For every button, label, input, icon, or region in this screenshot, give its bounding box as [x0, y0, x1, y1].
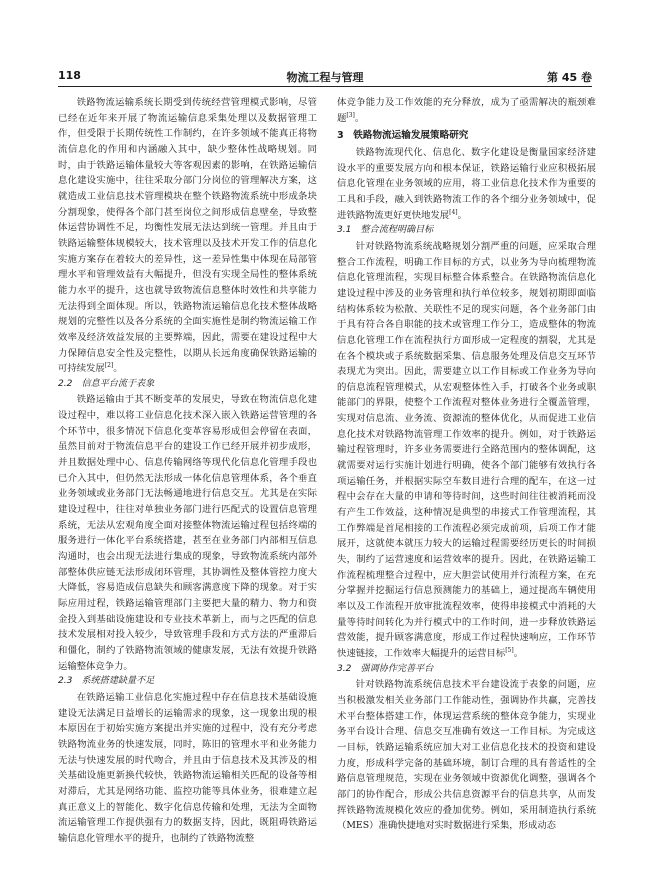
paragraph — [337, 239, 596, 662]
volume-label: 第 45 卷 — [547, 71, 592, 84]
paragraph: 针对铁路物流系统信息技术平台建设流于表象的问题，应当积极激发相关业务部门工作能动性，强调协作共赢，完善技术平台整体搭建工作，体现运营系统的整体竞争能力，实现业务平台设计合理、信息交互准确有效这一工作目标。为完成这一目标，铁路运输系统应加大对工业信息化技术的投资和建设力度，形成科学完备的基础环境，制订合理的具有普适性的全路信息管理规范，实现在业务领域中资源优化调整，强调各个部门的协作配合，形成公共信息资源平台的信息共享，从而发挥铁路物流规模化效应的叠加优势。例如，采用制造执行系统（MES）准确快捷地对实时数据进行采集，形成动态 — [337, 679, 596, 832]
journal-title: 物流工程与管理 — [286, 71, 364, 84]
paragraph-continued — [337, 95, 596, 126]
paragraph-text: 针对铁路物流系统战略规划分割严重的问题，应采取合理整合工作流程，明确工作目标的方式，以业务为导向梳理物流信息化管理流程，实现目标整合体系整合。在铁路物流信息化建设过程中涉及的业务管理和执行单位较多，规划初期即面临结构体系较为松散、关联性不足的现实问题，各个业务部门由于具有符合各自职能的技术或管理工作分工，造成整体的物流信息化管理工作在流程执行方面形成一定程度的割裂，尤其是在各个模块或子系统数据采集、信息服务处理及信息交互环节表现尤为突出。因此，需要建立以工作目标或工作业务为导向的信息流程管理模式，从宏观整体性入手，打破各个业务或职能部门的界限，使整个工作流程对整体业务进行全覆盖管理，实现对信息流、业务流、资源流的整体优化，从而促进工业信息化技术对铁路物流管理工作效率的提升。例如，对于铁路运输过程管理时，许多业务需要进行全路范围内的整体调配，这就需要对运行实施计划进行明确，使各个部门能够有效执行各项运输任务，并根据实际空车数目进行合理的配车，在这一过程中会存在大量的申请和等待时间，这些时间往往被消耗而没有产生工作效益，这种情况是典型的串接式工作管理流程，其工作弊端是首尾相接的工作流程必须完成前项，后项工作才能展开，这就使本就压力较大的运输过程需要经历更长的时间损失，制约了运营速度和运营效率的提升。因此，在铁路运输工作流程梳理整合过程中，应大胆尝试使用并行流程方案，在充分掌握并挖掘运行信息预测能力的基础上，通过提高车辆使用率以及工作流程开放审批流程效率，使得串接模式中消耗的大量等待时间转化为并行模式中的工作时间，进一步释放铁路运营效能，提升顾客满意度，形成工作过程快速响应，工作环节快速链接，工作效率大幅提升的运营目标 — [337, 240, 596, 659]
paragraph-end: 。 — [354, 112, 365, 124]
paragraph-end: 。 — [113, 363, 123, 375]
right-column — [337, 95, 596, 834]
left-column — [58, 95, 317, 847]
paragraph-end: 。 — [513, 647, 524, 659]
page-number: 118 — [58, 69, 81, 82]
section-heading-3-1: 3.1 整合流程明确目标 — [337, 225, 434, 236]
section-heading-2-2: 2.2 信息平台流于表象 — [58, 378, 155, 389]
paragraph-text: 铁路物流运输系统长期受到传统经营管理模式影响，尽管已经在近年来开展了物流运输信息采集处理以及数据管理工作，但受限于长期传统性工作制约，在许多领域不能真正将物流信息化的作用和内涵融入其中，缺少整体性战略规划。同时，由于铁路运输体量较大等客观因素的影响，在铁路运输信息化建设实施中，往往采取分部门分岗位的管理解决方案，这就造成工业信息技术管理模块在整个铁路物流系统中形成条块分割现象，使得各个部门甚至岗位之间形成信息壁垒，导致整体运营协调性不足，均衡性发展无法达到统一管理。并且由于铁路运输整体规模较大，技术管理以及技术开发工作的信息化实施方案存在着较大的差异性，这一差异性集中体现在局部管理水平和管理效益有大幅提升，但没有实现全局性的整体系统能力水平的提升，这也就导致物流信息整体时效性和共享能力无法得到全面体现。所以，铁路物流运输信息化技术整体战略规划的完整性以及各分系统的全面实施性是制约物流运输工作效率及经济效益发展的主要弊端，因此，需要在建设过程中大力保障信息安全性及完整性，以期从长远角度确保铁路运输的可持续发展 — [58, 97, 317, 375]
section-heading-3: 3 铁路物流运输发展策略研究 — [337, 130, 469, 142]
section-heading-2-3: 2.3 系统搭建缺量不足 — [58, 676, 155, 687]
paragraph — [58, 95, 317, 377]
citation-ref: [4] — [449, 208, 458, 216]
section-heading-3-2: 3.2 强调协作完善平台 — [337, 663, 434, 674]
paragraph: 在铁路运输工业信息化实施过程中存在信息技术基础设施建设无法满足日益增长的运输需求的现象，这一现象出现的根本原因在于初始实施方案提出并实施的过程中，没有充分考虑铁路物流业务的快速发展，同时，陈旧的管理水平和业务能力无法与快速发展的时代吻合，并且由于信息技术及其涉及的相关基础设施更新换代较快，铁路物流运输相关匹配的设备等相对滞后，尤其是网络功能、监控功能等具体业务，很难建立起真正意义上的智能化、数字化信息传输和处理，无法为全面物流运输管理工作提供强有力的数据支持，因此，既阻碍铁路运输信息化管理水平的提升，也制约了铁路物流整 — [58, 691, 317, 844]
paragraph-text: 铁路物流现代化、信息化、数字化建设是衡量国家经济建设水平的重要发展方向和根本保证，铁路运输行业应积极拓展信息化管理在业务领域的应用，将工业信息化技术作为重要的工具和手段，融入到铁路物流工作的各个细分业务领域中，促进铁路物流更好更快地发展 — [337, 146, 596, 221]
running-header — [58, 69, 592, 87]
paragraph: 铁路运输由于其不断变革的发展史，导致在物流信息化建设过程中，难以将工业信息化技术深入嵌入铁路运营管理的各个环节中，很多情况下信息化变革容易形成但会停留在表面，虽然目前对于物流信息平台的建设工作已经开展并初步成形，并且数据处理中心、信息传输网络等现代化信息化管理手段也已介入其中，但仍然无法形成一体化信息管理体系，各个垂直业务领域或业务部门无法畅通地进行信息交互。尤其是在实际建设过程中，往往对单独业务部门进行匹配式的设置信息管理系统，无法从宏观角度全面对接整体物流运输过程包括终端的服务进行一体化平台系统搭建，甚至在业务部门内部相互信息沟通时，也会出现无法进行集成的现象，导致物流系统内部外部整体供应链无法形成闭环管理，其协调性及整体管控力度大大降低，容易造成信息缺失和顾客满意度下降的现象。对于实际应用过程，铁路运输管理部门主要把大量的精力、物力和资金投入到基础设施建设和专业技术革新上，而与之匹配的信息技术发展相对投入较少，导致管理手段和方式方法的严重滞后和僵化，制约了铁路物流领域的健康发展，无法有效提升铁路运输整体竞争力。 — [58, 394, 317, 672]
citation-ref: [5] — [505, 646, 514, 654]
paragraph-end: 。 — [457, 209, 467, 221]
header-rule — [58, 86, 592, 87]
citation-ref: [3] — [346, 111, 355, 119]
paragraph-text: 体竞争能力及工作效能的充分释放，成为了亟需解决的瓶颈难题 — [337, 97, 596, 124]
citation-ref: [2] — [104, 362, 114, 370]
paragraph — [337, 145, 596, 223]
